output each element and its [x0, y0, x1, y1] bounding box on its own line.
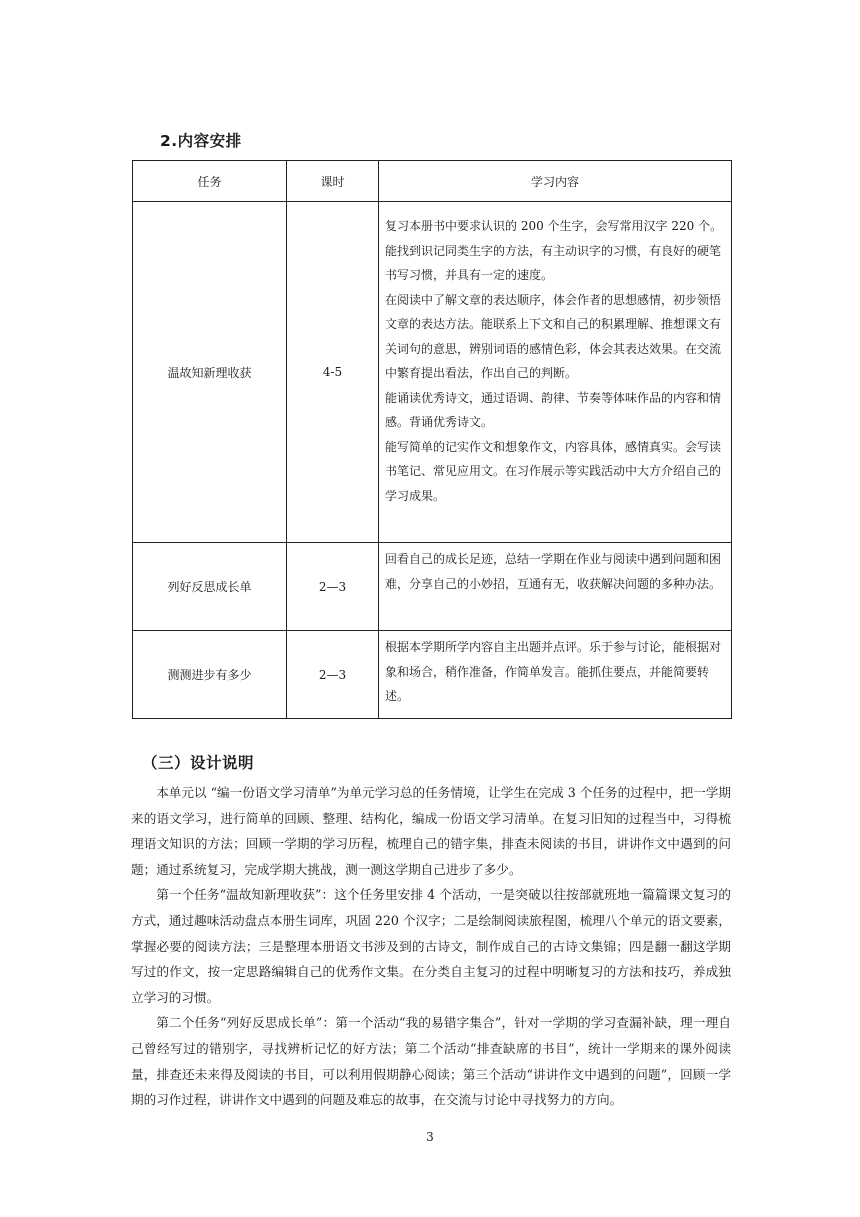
design-body — [131, 780, 731, 1113]
table-header-row — [133, 161, 732, 202]
content-cell — [379, 543, 732, 631]
task-cell: 测测进步有多少 — [133, 631, 287, 719]
content-schedule-table — [132, 160, 732, 719]
hours-cell: 2—3 — [287, 543, 379, 631]
content-paragraph: 复习本册书中要求认识的 200 个生字，会写常用汉字 220 个。能找到识记同类生字的方法，有主动识字的习惯，有良好的硬笔书写习惯，并具有一定的速度。 — [385, 219, 723, 282]
header-content: 学习内容 — [379, 161, 732, 202]
header-hours: 课时 — [287, 161, 379, 202]
content-paragraph: 根据本学期所学内容自主出题并点评。乐于参与讨论，能根据对象和场合，稍作准备，作简单发言。能抓住要点，并能简要转述。 — [385, 640, 722, 703]
header-task: 任务 — [133, 161, 287, 202]
content-section-title: 2.内容安排 — [160, 132, 242, 150]
task-cell: 温故知新理收获 — [133, 202, 287, 543]
body-paragraph: 第二个任务“列好反思成长单”：第一个活动“我的易错字集合”，针对一学期的学习查漏补缺，理一理自己曾经写过的错别字，寻找辨析记忆的好方法；第二个活动“排查缺席的书目”，统计一学期来的课外阅读量，排查还未来得及阅读的书目，可以利用假期静心阅读；第三个活动“讲讲作文中遇到的问题”，回顾一学期的习作过程，讲讲作文中遇到的问题及难忘的故事，在交流与讨论中寻找努力的方向。 — [131, 1015, 731, 1108]
content-cell — [379, 202, 732, 543]
content-paragraph: 在阅读中了解文章的表达顺序，体会作者的思想感情，初步领悟文章的表达方法。能联系上下文和自己的积累理解、推想课文有关词句的意思，辨别词语的感情色彩，体会其表达效果。在交流中繁育提出看法，作出自己的判断。 — [385, 292, 722, 380]
design-section-title: （三）设计说明 — [142, 754, 255, 772]
body-paragraph: 第一个任务“温故知新理收获”：这个任务里安排 4 个活动，一是突破以往按部就班地一篇篇课文复习的方式，通过趣味活动盘点本册生词库，巩固 220 个汉字；二是绘制阅读旅程图，梳理八个单元的语文要素，掌握必要的阅读方法；三是整理本册语文书涉及到的古诗文，制作成自己的古诗文集锦；四是翻一翻这学期写过的作文，按一定思路编辑自己的优秀作文集。在分类自主复习的过程中明晰复习的方法和技巧，养成独立学习的习惯。 — [131, 887, 731, 1005]
table-row — [133, 543, 732, 631]
table-row — [133, 202, 732, 543]
content-paragraph: 回看自己的成长足迹，总结一学期在作业与阅读中遇到问题和困难，分享自己的小妙招，互通有无，收获解决问题的多种办法。 — [385, 552, 722, 591]
page-number: 3 — [426, 1130, 434, 1144]
content-paragraph: 能诵读优秀诗文，通过语调、韵律、节奏等体味作品的内容和情感。背诵优秀诗文。 — [385, 390, 722, 429]
table-row — [133, 631, 732, 719]
task-cell: 列好反思成长单 — [133, 543, 287, 631]
hours-cell: 2—3 — [287, 631, 379, 719]
hours-cell: 4-5 — [287, 202, 379, 543]
content-paragraph: 能写简单的记实作文和想象作文，内容具体，感情真实。会写读书笔记、常见应用文。在习作展示等实践活动中大方介绍自己的学习成果。 — [385, 439, 722, 503]
body-paragraph: 本单元以 “编一份语文学习清单”为单元学习总的任务情境，让学生在完成 3 个任务的过程中，把一学期来的语文学习，进行简单的回顾、整理、结构化，编成一份语文学习清单。在复习旧知的过程当中，习得梳理语文知识的方法；回顾一学期的学习历程，梳理自己的错字集，排查未阅读的书目，讲讲作文中遇到的问题；通过系统复习，完成学期大挑战，测一测这学期自己进步了多少。 — [131, 785, 731, 877]
content-cell — [379, 631, 732, 719]
